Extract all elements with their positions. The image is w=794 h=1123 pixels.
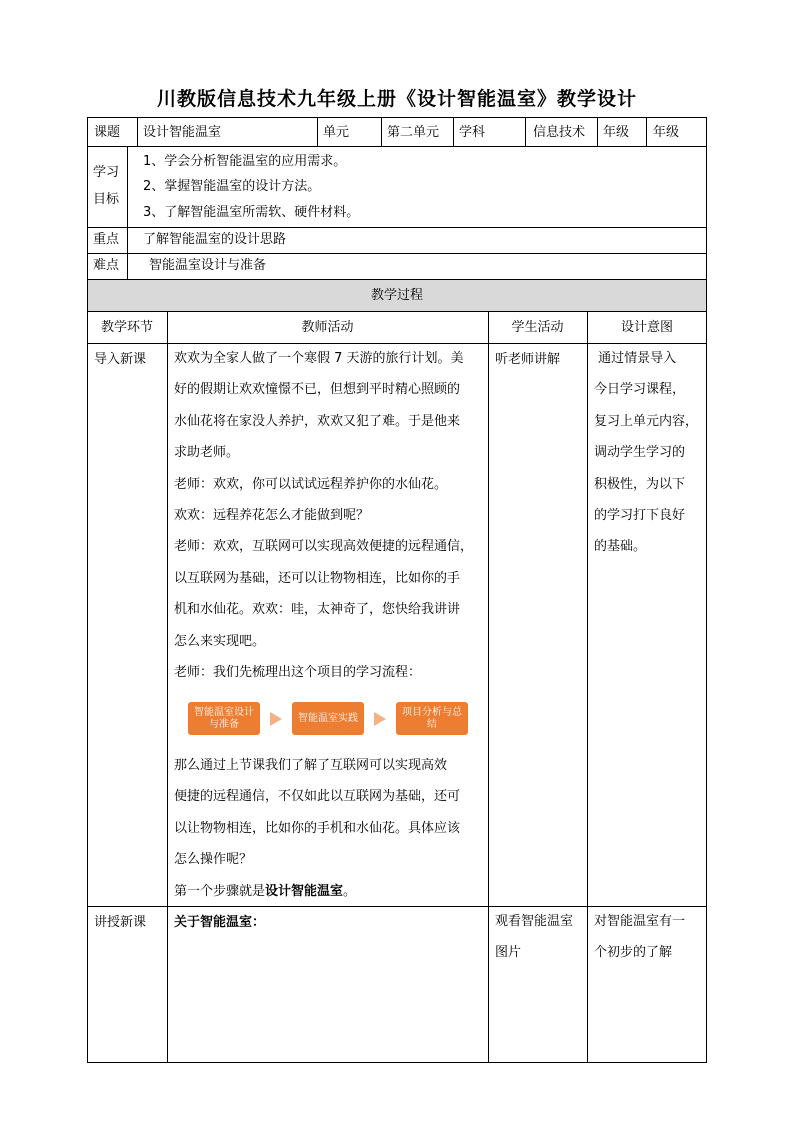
design-intent-intro <box>594 343 704 563</box>
column-header-stage: 教学环节 <box>100 320 153 335</box>
arrow-right-icon <box>374 712 386 726</box>
teacher-line-final <box>174 876 484 907</box>
teacher-line: 怎么来实现吧。 <box>174 633 266 649</box>
column-header-student: 学生活动 <box>511 320 564 335</box>
student-activity-intro: 听老师讲解 <box>495 352 561 367</box>
teacher-line: 那么通过上节课我们了解了互联网可以实现高效 <box>174 758 448 773</box>
lesson-value: 设计智能温室 <box>143 125 222 140</box>
key-point-value: 了解智能温室的设计思路 <box>143 232 287 247</box>
intent-line: 的学习打下良好 <box>594 508 686 524</box>
arrow-right-icon <box>270 712 282 726</box>
key-point-label: 重点 <box>93 232 120 247</box>
subject-value: 信息技术 <box>533 125 586 140</box>
intent-line: 的基础。 <box>594 539 647 555</box>
intent-line: 今日学习课程， <box>594 382 686 398</box>
stage-new-lesson: 讲授新课 <box>94 915 147 930</box>
goal-item: 1、学会分析智能温室的应用需求。 <box>143 154 347 169</box>
student-activity-new-lesson <box>495 906 585 969</box>
grade-value: 年级 <box>653 125 680 140</box>
goal-item: 3、了解智能温室所需软、硬件材料。 <box>143 205 360 220</box>
lesson-plan-table <box>87 117 707 1063</box>
intent-line: 通过情景导入 <box>594 351 677 366</box>
intent-line: 对智能温室有一 <box>594 914 686 929</box>
stage-intro: 导入新课 <box>94 352 147 367</box>
teacher-line: 欢欢：远程养花怎么才能做到呢？ <box>174 508 370 524</box>
goal-item: 2、掌握智能温室的设计方法。 <box>143 179 321 194</box>
teacher-heading: 关于智能温室： <box>174 915 266 930</box>
flow-step: 项目分析与总结 <box>396 702 468 735</box>
teacher-activity-intro-continued <box>174 750 484 907</box>
teacher-line: 欢欢为全家人做了一个寒假 7 天游的旅行计划。美 <box>174 351 464 366</box>
teacher-line: 怎么操作呢？ <box>174 852 253 868</box>
teacher-line: 便捷的远程通信，不仅如此以互联网为基础，还可 <box>174 789 461 805</box>
teacher-line: 老师：我们先梳理出这个项目的学习流程： <box>174 665 422 681</box>
teacher-activity-intro <box>174 343 484 688</box>
flow-step: 智能温室设计与准备 <box>188 702 260 735</box>
teacher-line: 机和水仙花。欢欢：哇，太神奇了，您快给我讲讲 <box>174 602 461 618</box>
column-header-intent: 设计意图 <box>620 320 673 335</box>
learning-flow-diagram <box>188 702 468 735</box>
process-header: 教学过程 <box>370 288 423 303</box>
teacher-line: 求助老师。 <box>174 445 240 461</box>
teacher-line: 老师：欢欢，互联网可以实现高效便捷的远程通信， <box>174 539 474 555</box>
teacher-final-prefix: 第一个步骤就是 <box>174 883 266 899</box>
difficulty-value: 智能温室设计与准备 <box>149 258 267 273</box>
subject-label: 学科 <box>459 125 486 140</box>
flow-step: 智能温室实践 <box>292 702 364 735</box>
teacher-final-bold: 设计智能温室 <box>265 883 344 899</box>
intent-line: 复习上单元内容， <box>594 413 699 429</box>
teacher-line: 好的假期让欢欢憧憬不已，但想到平时精心照顾的 <box>174 382 461 398</box>
document-title: 川教版信息技术九年级上册《设计智能温室》教学设计 <box>156 88 637 110</box>
lesson-label: 课题 <box>94 125 121 140</box>
teacher-activity-new-lesson <box>174 915 265 931</box>
unit-label: 单元 <box>323 125 350 140</box>
goals-label-line1: 学习 <box>93 165 120 180</box>
difficulty-label: 难点 <box>93 258 120 273</box>
intent-line: 个初步的了解 <box>594 945 673 961</box>
grade-label: 年级 <box>603 125 630 140</box>
teacher-final-suffix: 。 <box>343 883 357 899</box>
goals-label-line2: 目标 <box>93 192 120 207</box>
teacher-line: 以互联网为基础，还可以让物物相连，比如你的手 <box>174 570 461 586</box>
teacher-line: 水仙花将在家没人养护，欢欢又犯了难。于是他来 <box>174 413 461 429</box>
student-line: 图片 <box>495 945 522 961</box>
teacher-line: 以让物物相连，比如你的手机和水仙花。具体应该 <box>174 820 461 836</box>
column-header-teacher: 教师活动 <box>301 320 354 335</box>
intent-line: 调动学生学习的 <box>594 445 686 461</box>
teacher-line: 老师：欢欢，你可以试试远程养护你的水仙花。 <box>174 476 448 492</box>
student-line: 观看智能温室 <box>495 914 574 929</box>
intent-line: 积极性，为以下 <box>594 476 686 492</box>
unit-value: 第二单元 <box>387 125 440 140</box>
design-intent-new-lesson <box>594 906 704 969</box>
